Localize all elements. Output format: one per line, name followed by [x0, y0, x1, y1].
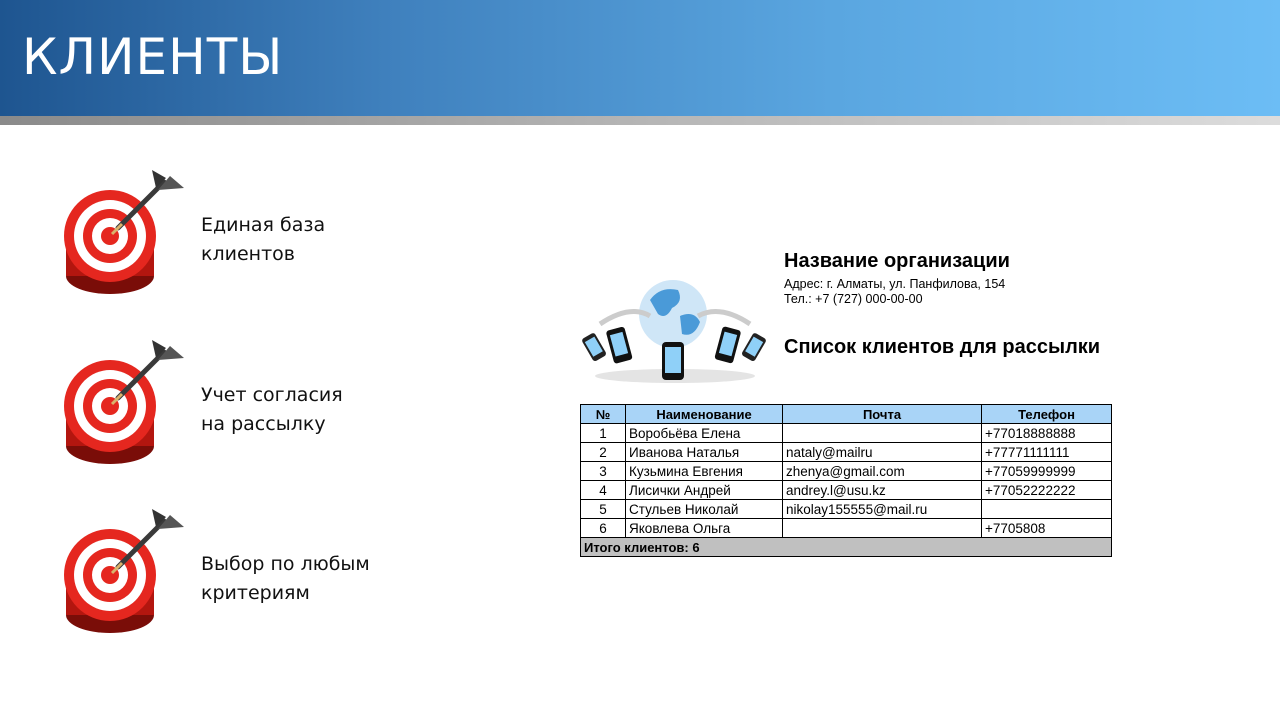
organization-phone: Тел.: +7 (727) 000-00-00	[784, 292, 923, 306]
cell-name: Воробьёва Елена	[626, 424, 783, 443]
cell-email	[783, 424, 982, 443]
table-row	[581, 424, 1112, 443]
feature-item	[52, 166, 472, 306]
feature-label: Учет согласия на рассылку	[201, 384, 343, 435]
cell-number: 2	[581, 443, 626, 462]
cell-name: Лисички Андрей	[626, 481, 783, 500]
feature-item	[52, 336, 472, 476]
table-row	[581, 481, 1112, 500]
globe-phones-icon	[580, 264, 770, 384]
column-header-number: №	[581, 405, 626, 424]
total-clients: Итого клиентов: 6	[581, 538, 1112, 557]
table-row	[581, 443, 1112, 462]
table-row	[581, 500, 1112, 519]
cell-number: 3	[581, 462, 626, 481]
cell-phone	[982, 500, 1112, 519]
target-icon	[52, 505, 192, 645]
cell-name: Яковлева Ольга	[626, 519, 783, 538]
cell-email	[783, 519, 982, 538]
cell-name: Иванова Наталья	[626, 443, 783, 462]
target-icon	[52, 336, 192, 476]
cell-email: zhenya@gmail.com	[783, 462, 982, 481]
column-header-phone: Телефон	[982, 405, 1112, 424]
column-header-email: Почта	[783, 405, 982, 424]
cell-name: Стульев Николай	[626, 500, 783, 519]
cell-phone: +77052222222	[982, 481, 1112, 500]
target-icon	[52, 166, 192, 306]
cell-number: 5	[581, 500, 626, 519]
header-divider	[0, 116, 1280, 125]
list-title: Список клиентов для рассылки	[784, 336, 1101, 358]
feature-label: Единая база клиентов	[201, 214, 326, 265]
feature-label: Выбор по любым критериям	[201, 553, 370, 604]
feature-item	[52, 505, 472, 645]
cell-phone: +7705808	[982, 519, 1112, 538]
cell-email: nikolay155555@mail.ru	[783, 500, 982, 519]
table-total-row	[581, 538, 1112, 557]
organization-name: Название организации	[784, 250, 1010, 272]
cell-email: nataly@mailru	[783, 443, 982, 462]
organization-block	[580, 250, 1140, 390]
clients-table	[580, 404, 1112, 557]
organization-address: Адрес: г. Алматы, ул. Панфилова, 154	[784, 277, 1006, 291]
cell-phone: +77018888888	[982, 424, 1112, 443]
table-row	[581, 462, 1112, 481]
table-row	[581, 519, 1112, 538]
cell-phone: +77771111111	[982, 443, 1112, 462]
cell-number: 1	[581, 424, 626, 443]
table-header-row	[581, 405, 1112, 424]
cell-number: 4	[581, 481, 626, 500]
cell-phone: +77059999999	[982, 462, 1112, 481]
cell-email: andrey.l@usu.kz	[783, 481, 982, 500]
column-header-name: Наименование	[626, 405, 783, 424]
cell-number: 6	[581, 519, 626, 538]
cell-name: Кузьмина Евгения	[626, 462, 783, 481]
page-title: КЛИЕНТЫ	[22, 28, 284, 86]
header-banner	[0, 0, 1280, 116]
